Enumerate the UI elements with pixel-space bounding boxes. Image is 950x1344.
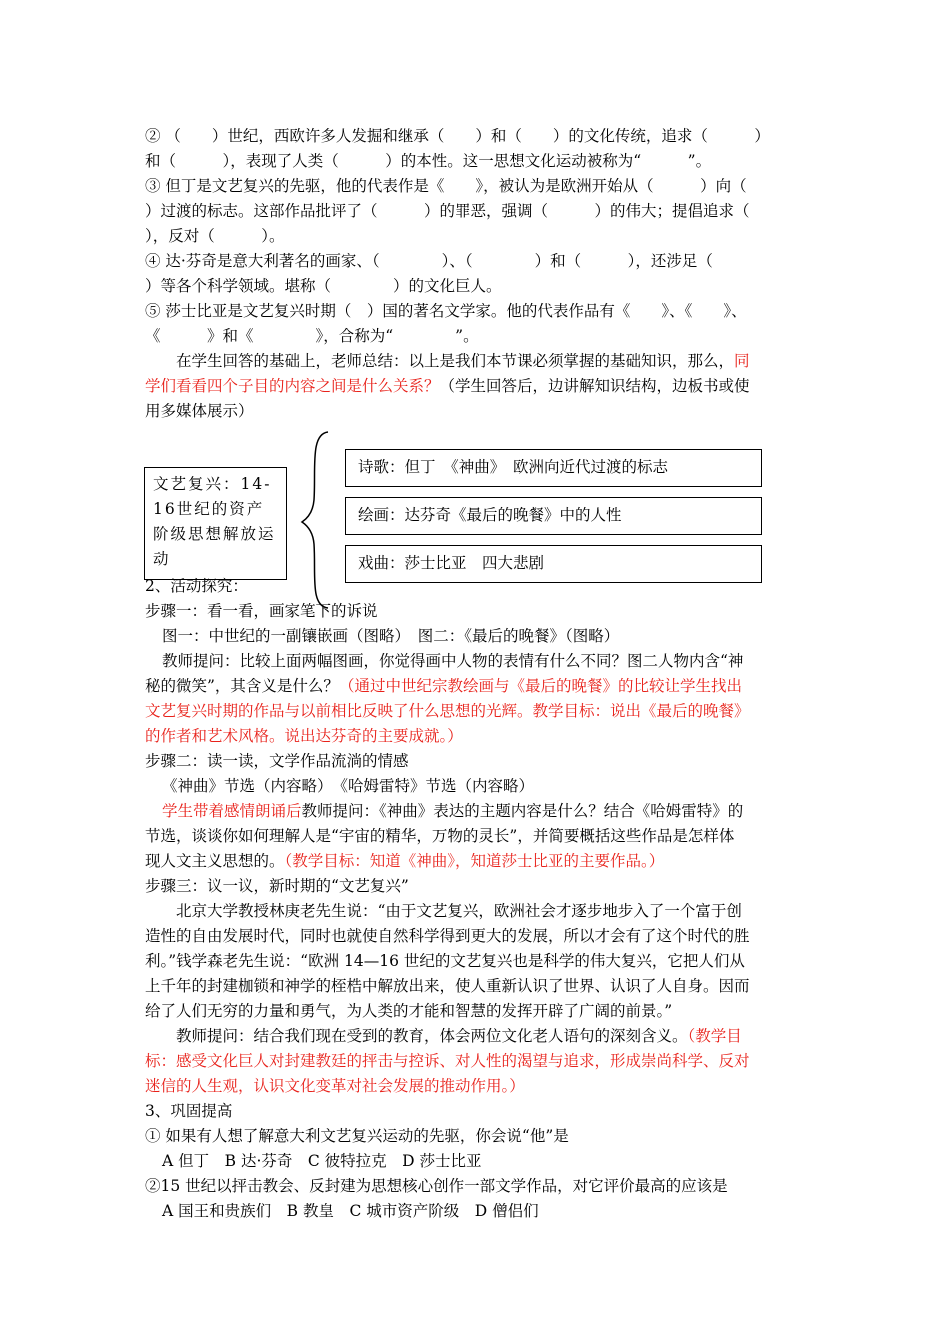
activity-heading: 2、活动探究： xyxy=(145,577,248,595)
step3-quote-line2: 造性的自由发展时代，同时也就使自然科学得到更大的发展，所以才会有了这个时代的胜 xyxy=(145,927,750,945)
summary-line2 xyxy=(145,374,750,398)
step1-question-text: 秘的微笑”，其含义是什么？ xyxy=(145,677,339,695)
summary-text: 在学生回答的基础上，老师总结：以上是我们本节课必须掌握的基础知识，那么， xyxy=(176,352,735,370)
fill-blank-q2-line2: 和（ ），表现了人类（ ）的本性。这一思想文化运动被称为“ ”。 xyxy=(145,152,712,170)
summary-line3: 用多媒体展示） xyxy=(145,402,254,420)
step1-question-line1: 教师提问：比较上面两幅图画，你觉得画中人物的表情有什么不同？图二人物内含“神 xyxy=(162,652,744,670)
step3-quote-line3: 利。”钱学森老先生说：“欧洲 14—16 世纪的文艺复兴也是科学的伟大复兴，它把人们从 xyxy=(145,952,745,970)
step3-goal-line3: 迷信的人生观，认识文化变革对社会发展的推动作用。） xyxy=(145,1077,525,1095)
step3-title: 步骤三：议一议，新时期的“文艺复兴” xyxy=(145,877,409,895)
step3-goal-start: （教学目 xyxy=(687,1027,742,1045)
step2-goal-text: （教学目标：知道《神曲》，知道莎士比亚的主要作品。） xyxy=(284,852,665,870)
fill-blank-q4-line1: ④ 达·芬奇是意大利著名的画家、（ ）、（ ）和（ ），还涉足（ xyxy=(145,252,713,270)
consolidate-q2-options: A 国王和贵族们 B 教皇 C 城市资产阶级 D 僧侣们 xyxy=(162,1202,539,1220)
fill-blank-q5-line1: ⑤ 莎士比亚是文艺复兴时期（ ）国的著名文学家。他的代表作品有《 》、《 》、 xyxy=(145,302,747,320)
step1-goal-line3: 文艺复兴时期的作品与以前相比反映了什么思想的光辉。教学目标：说出《最后的晚餐》 xyxy=(145,702,750,720)
consolidate-heading: 3、巩固提高 xyxy=(145,1102,233,1120)
step3-goal-line2: 标：感受文化巨人对封建教廷的抨击与控诉、对人性的渴望与追求，形成崇尚科学、反对 xyxy=(145,1052,750,1070)
fill-blank-q4-line2: ）等各个科学领域。堪称（ ）的文化巨人。 xyxy=(145,277,502,295)
step2-texts: 《神曲》节选（内容略） 《哈姆雷特》节选（内容略） xyxy=(162,777,535,795)
brace-icon xyxy=(298,430,338,610)
step1-figures: 图一：中世纪的一副镶嵌画（图略） 图二：《最后的晚餐》（图略） xyxy=(162,627,620,645)
consolidate-q1: ① 如果有人想了解意大利文艺复兴运动的先驱，你会说“他”是 xyxy=(145,1127,569,1145)
step3-ask-line1 xyxy=(176,1024,742,1048)
step1-goal-text: （通过中世纪宗教绘画与《最后的晚餐》的比较让学生找出 xyxy=(338,677,742,695)
step2-title: 步骤二：读一读，文学作品流淌的情感 xyxy=(145,752,409,770)
fill-blank-q3-line3: ），反对（ ）。 xyxy=(145,227,285,245)
step2-question-text: 教师提问：《神曲》表达的主题内容是什么？结合《哈姆雷特》的 xyxy=(301,802,744,820)
consolidate-q2: ②15 世纪以抨击教会、反封建为思想核心创作一部文学作品，对它评价最高的应该是 xyxy=(145,1177,728,1195)
fill-blank-q3-line2: ）过渡的标志。这部作品批评了（ ）的罪恶，强调（ ）的伟大；提倡追求（ xyxy=(145,202,750,220)
diagram-item-drama: 戏曲：莎士比亚 四大悲剧 xyxy=(345,545,762,583)
consolidate-q1-options: A 但丁 B 达·芬奇 C 彼特拉克 D 莎士比亚 xyxy=(162,1152,482,1170)
diagram-item-painting: 绘画：达芬奇《最后的晚餐》中的人性 xyxy=(345,497,762,535)
step2-line3 xyxy=(145,849,664,873)
summary-question: 学们看看四个子目的内容之间是什么关系？ xyxy=(145,377,440,395)
step3-question-text: 教师提问：结合我们现在受到的教育，体会两位文化老人语句的深刻含义。 xyxy=(176,1027,688,1045)
summary-line1 xyxy=(176,349,750,373)
fill-blank-q2-line1: ② （ ）世纪，西欧许多人发掘和继承（ ）和（ ）的文化传统，追求（ ） xyxy=(145,127,770,145)
step2-question-end: 现人文主义思想的。 xyxy=(145,852,285,870)
diagram-main-box: 文艺复兴：14-16世纪的资产阶级思想解放运动 xyxy=(144,467,287,580)
step1-title: 步骤一：看一看，画家笔下的诉说 xyxy=(145,602,378,620)
summary-red-text: 同 xyxy=(734,352,750,370)
fill-blank-q5-line2: 《 》和《 》，合称为“ ”。 xyxy=(145,327,479,345)
summary-note: （学生回答后，边讲解知识结构，边板书或使 xyxy=(439,377,750,395)
step2-line1 xyxy=(162,799,743,823)
fill-blank-q3-line1: ③ 但丁是文艺复兴的先驱，他的代表作是《 》，被认为是欧洲开始从（ ）向（ xyxy=(145,177,747,195)
step1-question-line2 xyxy=(145,674,742,698)
step3-quote-line5: 给了人们无穷的力量和勇气，为人类的才能和智慧的发挥开辟了广阔的前景。” xyxy=(145,1002,673,1020)
step2-recite-text: 学生带着感情朗诵后 xyxy=(162,802,302,820)
step3-quote-line4: 上千年的封建枷锁和神学的桎梏中解放出来，使人重新认识了世界、认识了人自身。因而 xyxy=(145,977,750,995)
step3-quote-line1: 北京大学教授林庚老先生说：“由于文艺复兴，欧洲社会才逐步地步入了一个富于创 xyxy=(176,902,742,920)
diagram-item-poetry: 诗歌：但丁 《神曲》 欧洲向近代过渡的标志 xyxy=(345,449,762,487)
step1-goal-line4: 的作者和艺术风格。说出达芬奇的主要成就。） xyxy=(145,727,463,745)
step2-line2: 节选，谈谈你如何理解人是“宇宙的精华，万物的灵长”，并简要概括这些作品是怎样体 xyxy=(145,827,735,845)
